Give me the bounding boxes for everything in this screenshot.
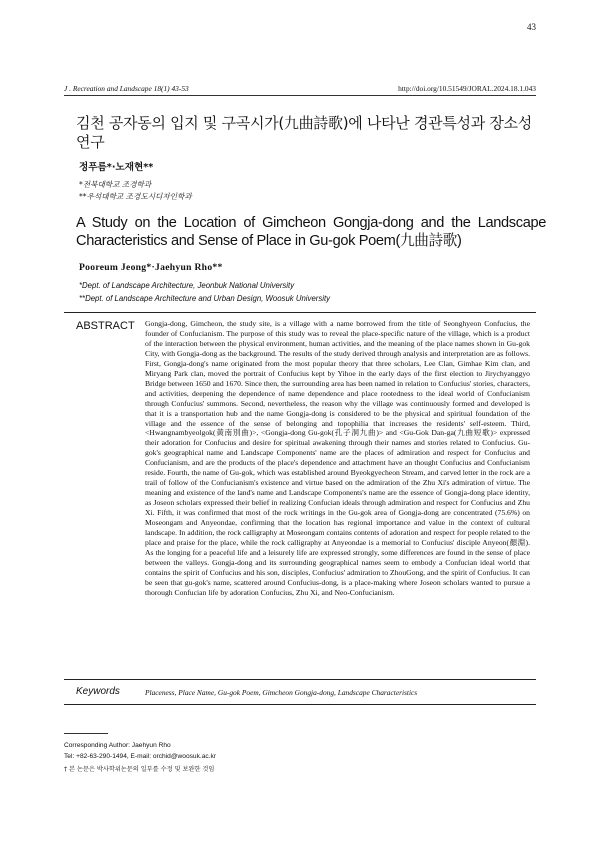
keywords-bottom-rule — [64, 704, 536, 705]
journal-citation: J . Recreation and Landscape 18(1) 43-53 — [64, 84, 189, 93]
footnote-contact: Tel: +82-63-290-1494, E-mail: orchid@woosuk.ac.kr — [64, 753, 217, 760]
affiliation-english-1: *Dept. of Landscape Architecture, Jeonbuk National University — [79, 281, 295, 290]
title-english: A Study on the Location of Gimcheon Gongja-dong and the Landscape Characteristics and Sense of Place in Gu-gok Poem(九曲詩歌) — [76, 215, 546, 250]
running-header — [64, 84, 536, 96]
abstract-top-rule — [64, 312, 536, 313]
page-number: 43 — [527, 22, 536, 32]
doi-link[interactable]: http://doi.org/10.51549/JORAL.2024.18.1.043 — [398, 84, 536, 93]
authors-english: Pooreum Jeong*·Jaehyun Rho** — [79, 262, 223, 273]
keywords-top-rule — [64, 679, 536, 680]
footnote-corresponding-author: Corresponding Author: Jaehyun Rho — [64, 742, 171, 749]
title-korean: 김천 공자동의 입지 및 구곡시가(九曲詩歌)에 나타난 경관특성과 장소성 연구 — [76, 114, 532, 151]
abstract-label: ABSTRACT — [76, 320, 135, 332]
affiliation-english-2: **Dept. of Landscape Architecture and Urban Design, Woosuk University — [79, 294, 331, 303]
abstract-body: Gongja-dong, Gimcheon, the study site, is a village with a name borrowed from the title of Seonghyeon Confucius, the founder of Confucianism. The purpose of this study was to reveal the place-specific nature of the village, which is a product of the interaction between the physical environment, human activities, and the meaning of the place names shown in Gu-gok City, with Gongja-dong as the background. The results of the study derived through analysis and interpretation are as follows. First, Gongja-dong's name originated from the most popular theory that three scholars, Lee Clan, Gimhae Kim clan, and Miryang Park clan, moved the portrait of Confucius kept by Yihoe in the early days of the first election to Jirychyanggyo Bridge between 1650 and 1670. Since then, the surrounding area has been named in relation to Confucius' stories, characters, and activities, deepening the dependence of name dependence and place rootedness to the ideal world of Confucianism through Confucius' summons. Second, nevertheless, the reason why the village was continuously formed and developed is that it is a transportation hub and the name Gongja-dong is considered to be the physical and spiritual foundation of the village and the essence of the sense of belonging and topophilia that increases the residents' self-esteem. Third, <Hwangnambyeolgok(黃南別曲)>, <Gongja-dong Gu-gok(孔子洞九曲)> and <Gu-Gok Dan-ga(九曲短歌)> expressed their adoration for Confucius and desire for spiritual awakening through their names and stories related to Confucius. Gu-gok's geographical name and Landscape Components' name are the places of admiration and respect for Confucius and Confucianism, and are the products of the place's dependence and attachment have an thought Confucius and Confucianism reside. Fourth, the name of Gu-gok, which was established around Byeokgyecheon Stream, and carved letter in the rock are a trail of follow of the Confucianism's existence and virtue based on the admiration of the Zhu Xi's admiration of virtue. The meaning and existence of the land's name and Landscape Components's name are the essence of Gongja-dong place identity, as Joseon scholars expressed their belief in realizing Confucian ideals through admiration and respect for Confucius and Zhu Xi. Fifth, it was confirmed that most of the rock writings in the Gu-gok area of Gongja-dong are concentrated (75.6%) on Moseongam and Anyeondae, confirming that the location has regional importance and value in the context of cultural landscape. In addition, the rock calligraphy at Moseongam contains contents of adoration and respect for people related to the place and praise for the place, while the rock calligraphy at Anyeondae is a memorial to Confucius' disciple Anyeon(顏淵). As the longing for a peaceful life and a leisurely life are expressed strongly, some differences are found in the sense of place between the valleys. Gongja-dong and its surrounding geographical names seem to embody a Confucian ideal world that contains the spirit of Confucius and his son, disciples, Confucius' admiration to ZhouGong, and the spirit of Confucius. It can be seen that gu-gok's name, scattered around Confucius-dong, is a place-making where Joseon scholars wanted to pursue a thorough Confucian life by adoration Confucius, Zhu Xi, and Neo-Confucianism. — [145, 319, 530, 597]
keywords-list: Placeness, Place Name, Gu-gok Poem, Gimcheon Gongja-dong, Landscape Characteristics — [145, 688, 418, 697]
authors-korean: 정푸름*·노재현** — [79, 162, 154, 173]
affiliation-korean-2: **우석대학교 조경도시디자인학과 — [79, 192, 192, 201]
footnote-separator — [64, 733, 108, 734]
footnote-thesis-note: † 본 논문은 박사학위논문의 일부를 수정 및 보완한 것임 — [64, 766, 215, 773]
keywords-label: Keywords — [76, 686, 120, 697]
affiliation-korean-1: *전북대학교 조경학과 — [79, 180, 152, 189]
